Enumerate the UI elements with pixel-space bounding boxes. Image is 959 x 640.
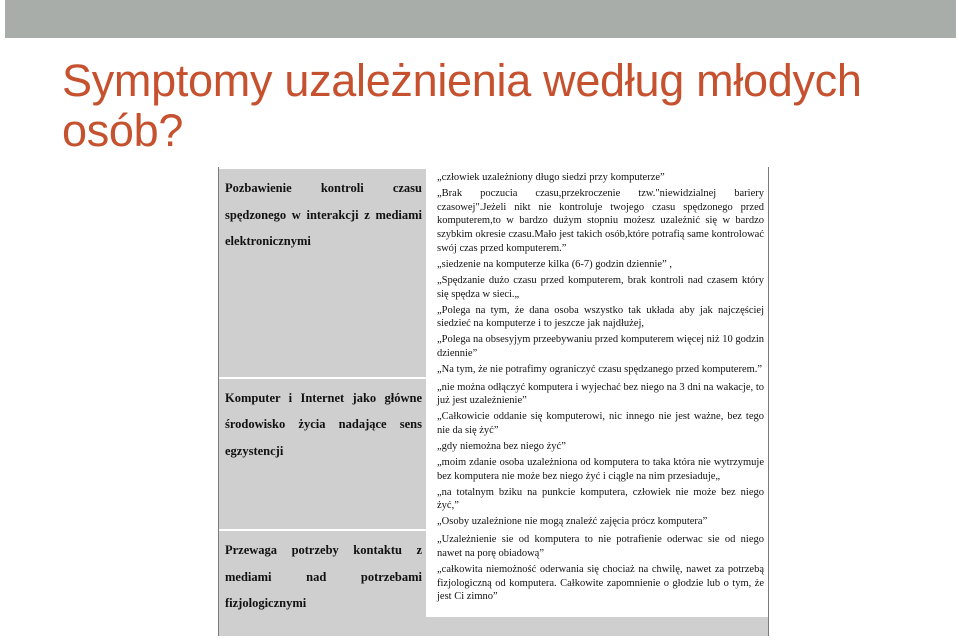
quotes-cell (427, 378, 768, 531)
table-row (219, 378, 768, 531)
category-cell (219, 530, 427, 617)
quote-text: „Spędzanie dużo czasu przed komputerem, brak kontroli nad czasem który się spędza w sieci.„ (437, 274, 764, 300)
top-accent-bar (5, 0, 956, 38)
quote-text: „Brak poczucia czasu,przekroczenie tzw."niewidzialnej bariery czasowej".Jeżeli nikt nie kontroluje twojego czasu spędzonego przed komputerem,to w bardzo dużym stopniu możesz uzależnić się w bardzo szybkim okresie czasu.Mało jest takich osób,które potrafią same kontrolować swój czas przed komputerem.” (437, 188, 764, 254)
table-row (219, 168, 768, 378)
table-row (219, 530, 768, 617)
quote-text: „Polega na obsesyjym przeebywaniu przed komputerem więcej niż 10 godzin dziennie” (437, 334, 764, 359)
quote-text: „Całkowicie oddanie się komputerowi, nic innego nie jest ważne, bez tego nie da się żyć” (437, 411, 764, 437)
quote-text: „nie można odłączyć komputera i wyjechać bez niego na 3 dni na wakacje, to już jest uzależnienie” (437, 381, 764, 407)
symptoms-table (219, 167, 768, 617)
quotes-cell (427, 530, 768, 617)
quote-text: „Na tym, że nie potrafimy ograniczyć czasu spędzanego przed komputerem.” (437, 363, 763, 375)
quote-text: „Uzależnienie sie od komputera to nie potrafienie oderwac sie od niego nawet na porę obiadową” (437, 534, 764, 559)
quote-text: „człowiek uzależniony długo siedzi przy komputerze” (437, 172, 665, 183)
quote-text: „siedzenie na komputerze kilka (6-7) godzin dziennie” , (437, 258, 672, 270)
slide-title: Symptomy uzależnienia według młodych osób? (62, 55, 862, 156)
quote-text: „na totalnym bziku na punkcie komputera, człowiek nie może bez niego żyć,” (437, 486, 764, 512)
quote-text: „całkowita niemożność oderwania się chociaż na chwilę, nawet za potrzebą fizjologiczną od komputera. Całkowite zapomnienie o głodzie lub o tym, że jest Ci zimno” (437, 563, 764, 603)
quote-text: „moim zdanie osoba uzależniona od komputera to taka która nie wytrzymuje bez komputera nie może bez niego żyć i ciągle na nim przesiaduje„ (437, 457, 764, 482)
category-cell (219, 378, 427, 531)
quote-text: „gdy niemożna bez niego żyć” (437, 441, 566, 453)
symptoms-table-image (218, 167, 769, 636)
quote-text: „Osoby uzależnione nie mogą znaleźć zajęcia prócz komputera” (437, 516, 708, 528)
category-cell (219, 168, 427, 378)
category-label: Przewaga potrzeby kontaktu z mediami nad potrzebami fizjologicznymi (225, 543, 422, 611)
category-label: Komputer i Internet jako główne środowisko życia nadające sens egzystencji (225, 390, 422, 458)
quote-text: „Polega na tym, że dana osoba wszystko tak układa aby jak najczęściej siedzieć na komputerze i to jeszcze jak najdłużej, (437, 304, 764, 330)
quotes-cell (427, 168, 768, 378)
category-label: Pozbawienie kontroli czasu spędzonego w interakcji z mediami elektronicznymi (225, 181, 422, 248)
